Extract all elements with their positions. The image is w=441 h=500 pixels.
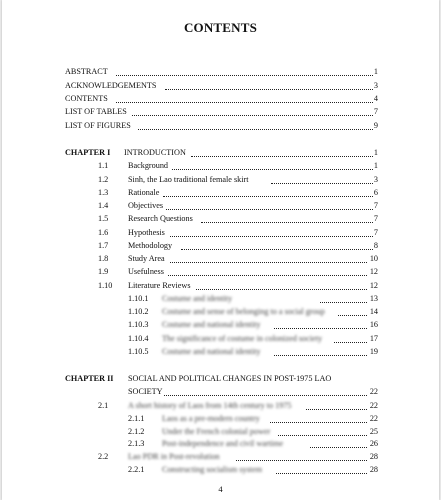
toc-entry-page: 1 — [373, 67, 378, 76]
subsection-label: Costume and national identity — [162, 347, 261, 356]
toc-subsection[interactable] — [2, 438, 439, 450]
section-label: Hypothesis — [128, 228, 165, 237]
section-label: Lao PDR in Post-revolution — [128, 452, 220, 461]
section-number: 1.9 — [98, 267, 109, 276]
chapter-number: CHAPTER II — [65, 374, 114, 383]
dot-leader — [201, 210, 373, 223]
toc-entry-page: 4 — [373, 94, 378, 103]
dot-leader — [274, 343, 367, 356]
dot-leader — [306, 397, 367, 410]
section-number: 1.3 — [98, 188, 109, 197]
toc-section[interactable] — [2, 451, 439, 463]
dot-leader — [172, 157, 373, 170]
subsection-page: 16 — [369, 320, 378, 329]
toc-subsection[interactable] — [2, 319, 439, 331]
section-label: Methodology — [128, 241, 173, 250]
toc-entry[interactable] — [2, 120, 439, 132]
subsection-number: 1.10.3 — [128, 320, 149, 329]
subsection-label: Constructing socialism system — [162, 465, 263, 474]
toc-subsection[interactable] — [2, 464, 439, 476]
chapter-number: CHAPTER I — [65, 148, 111, 157]
chapter-title-continued: SOCIETY — [128, 387, 163, 396]
section-label: Study Area — [128, 254, 165, 263]
section-number: 1.8 — [98, 254, 109, 263]
chapter-title: SOCIAL AND POLITICAL CHANGES IN POST-1975 LAO — [128, 374, 332, 383]
section-page: 1 — [373, 161, 378, 170]
section-label: Literature Reviews — [128, 281, 191, 290]
toc-chapter-continued[interactable] — [2, 386, 439, 398]
toc-section[interactable] — [2, 280, 439, 292]
section-number: 1.4 — [98, 201, 109, 210]
toc-subsection[interactable] — [2, 426, 439, 438]
chapter-title: INTRODUCTION — [124, 148, 186, 157]
dot-leader — [164, 383, 367, 396]
dot-leader — [170, 224, 373, 237]
section-number: 1.10 — [98, 281, 113, 290]
subsection-number: 2.1.1 — [128, 414, 145, 423]
toc-entry-page: 9 — [373, 121, 378, 130]
dot-leader — [163, 184, 373, 197]
section-page: 7 — [373, 228, 378, 237]
toc-subsection[interactable] — [2, 346, 439, 358]
toc-subsection[interactable] — [2, 333, 439, 345]
subsection-page: 28 — [369, 465, 378, 474]
section-page: 22 — [369, 401, 378, 410]
section-number: 1.7 — [98, 241, 109, 250]
toc-entry-label: LIST OF FIGURES — [65, 121, 131, 130]
subsection-label: Post-independence and civil wartime — [162, 439, 284, 448]
toc-section[interactable] — [2, 400, 439, 412]
section-page: 28 — [369, 452, 378, 461]
section-page: 6 — [373, 188, 378, 197]
section-label: Usefulness — [128, 267, 164, 276]
subsection-page: 19 — [369, 347, 378, 356]
subsection-number: 2.2.1 — [128, 465, 145, 474]
subsection-label: Costume and identity — [162, 294, 233, 303]
subsection-page: 25 — [369, 427, 378, 436]
subsection-page: 17 — [369, 334, 378, 343]
subsection-label: Under the French colonial power — [162, 427, 271, 436]
dot-leader — [138, 117, 373, 130]
dot-leader — [165, 77, 373, 90]
subsection-number: 1.10.2 — [128, 307, 149, 316]
section-page: 8 — [373, 241, 378, 250]
section-number: 1.5 — [98, 214, 109, 223]
toc-entry-page: 22 — [369, 387, 378, 396]
dot-leader — [196, 277, 367, 290]
section-label: Objectives — [128, 201, 164, 210]
subsection-number: 1.10.1 — [128, 294, 149, 303]
section-number: 1.2 — [98, 175, 109, 184]
toc-subsection[interactable] — [2, 293, 439, 305]
section-label: Background — [128, 161, 169, 170]
dot-leader — [270, 410, 367, 423]
toc-entry-page: 7 — [373, 107, 378, 116]
section-number: 2.2 — [98, 452, 109, 461]
document-page — [2, 0, 439, 500]
section-label: Sinh, the Lao traditional female skirt — [128, 175, 249, 184]
section-page: 10 — [369, 254, 378, 263]
dot-leader — [181, 237, 373, 250]
toc-subsection[interactable] — [2, 413, 439, 425]
subsection-label: Costume and national identity — [162, 320, 261, 329]
dot-leader — [116, 63, 373, 76]
subsection-page: 22 — [369, 414, 378, 423]
toc-entry-label: CONTENTS — [65, 94, 108, 103]
subsection-label: Costume and sense of belonging to a social group — [162, 307, 325, 316]
dot-leader — [310, 435, 367, 448]
section-label: A short history of Laos from 14th century to 1975 — [128, 401, 292, 410]
toc-subsection[interactable] — [2, 306, 439, 318]
subsection-label: The significance of costume in colonized society — [162, 334, 323, 343]
subsection-label: Laos as a pre-modern country — [162, 414, 260, 423]
subsection-number: 1.10.4 — [128, 334, 149, 343]
toc-entry-label: ABSTRACT — [65, 67, 108, 76]
page-number-footer: 4 — [218, 484, 223, 494]
dot-leader — [116, 90, 373, 103]
section-number: 1.6 — [98, 228, 109, 237]
dot-leader — [236, 448, 367, 461]
toc-section[interactable] — [2, 160, 439, 172]
toc-entry-label: LIST OF TABLES — [65, 107, 127, 116]
subsection-number: 1.10.5 — [128, 347, 149, 356]
section-page: 3 — [373, 175, 378, 184]
page-title: CONTENTS — [183, 20, 258, 35]
dot-leader — [191, 144, 373, 157]
dot-leader — [271, 171, 373, 184]
section-label: Rationale — [128, 188, 160, 197]
subsection-page: 26 — [369, 439, 378, 448]
subsection-number: 2.1.3 — [128, 439, 145, 448]
dot-leader — [168, 263, 367, 276]
dot-leader — [320, 290, 367, 303]
section-page: 7 — [373, 201, 378, 210]
section-number: 2.1 — [98, 401, 109, 410]
dot-leader — [274, 316, 367, 329]
section-page: 12 — [369, 281, 378, 290]
dot-leader — [170, 250, 367, 263]
dot-leader — [132, 103, 373, 116]
toc-entry-label: ACKNOWLEDGEMENTS — [65, 81, 157, 90]
subsection-page: 13 — [369, 294, 378, 303]
toc-entry-page: 1 — [373, 148, 378, 157]
section-page: 12 — [369, 267, 378, 276]
section-page: 7 — [373, 214, 378, 223]
toc-entry-page: 3 — [373, 81, 378, 90]
section-number: 1.1 — [98, 161, 109, 170]
dot-leader — [276, 461, 367, 474]
subsection-number: 2.1.2 — [128, 427, 145, 436]
dot-leader — [166, 197, 373, 210]
subsection-page: 14 — [369, 307, 378, 316]
section-label: Research Questions — [128, 214, 193, 223]
